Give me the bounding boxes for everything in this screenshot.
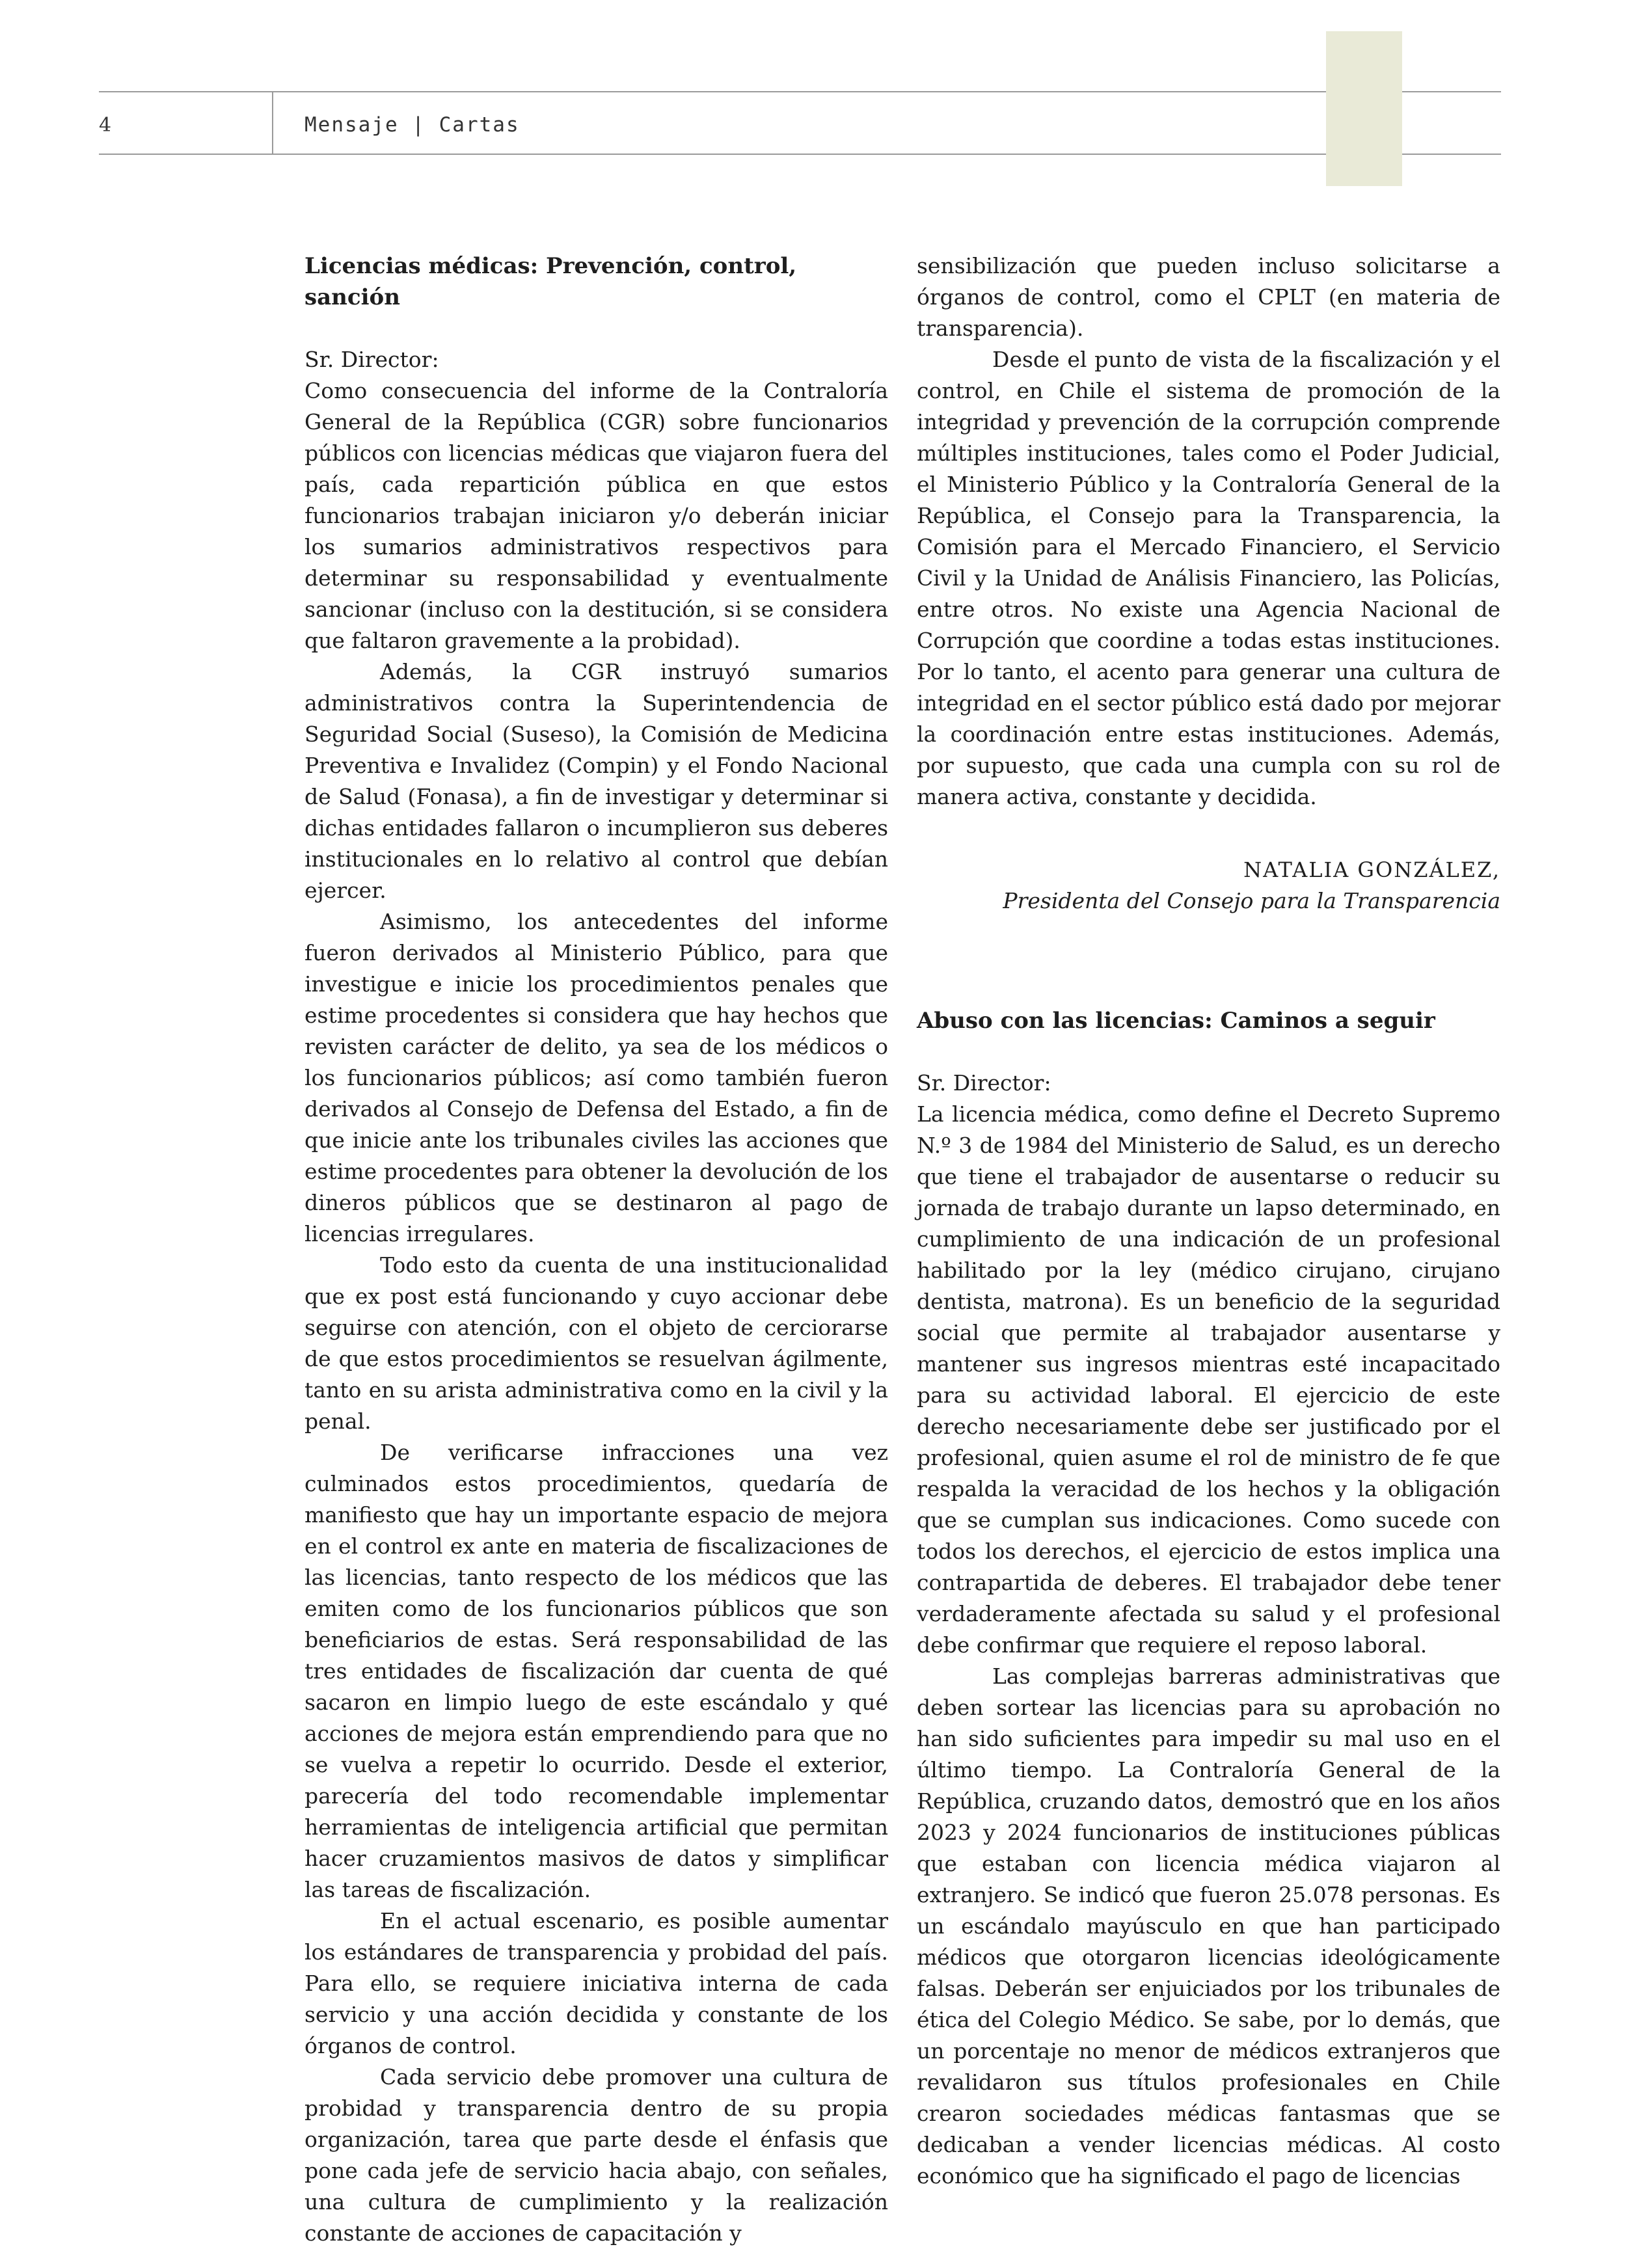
letter1-paragraph: Además, la CGR instruyó sumarios administrativos contra la Superintendencia de Seguridad Social (Suseso), la Comisión de Medicina Preventiva e Invalidez (Compin) y el Fondo Nacional de Salud (Fonasa), a fin de investigar y determinar si dichas entidades fallaron o incumplieron sus deberes institucionales en lo relativo al control que debían ejercer. <box>305 659 888 903</box>
letter1-paragraph: De verificarse infracciones una vez culminados estos procedimientos, quedaría de manifiesto que hay un importante espacio de mejora en el control ex ante en materia de fiscalizaciones de las licencias, tanto respecto de los médicos que las emiten como de los funcionarios públicos que son beneficiarios de estas. Será responsabilidad de las tres entidades de fiscalización dar cuenta de qué sacaron en limpio luego de este escándalo y qué acciones de mejora están emprendiendo para que no se vuelva a repetir lo ocurrido. Desde el exterior, parecería del todo recomendable implementar herramientas de inteligencia artificial que permitan hacer cruzamientos masivos de datos y simplificar las tareas de fiscalización. <box>305 1440 888 1902</box>
column-left <box>305 250 888 2249</box>
letter2-paragraph: La licencia médica, como define el Decreto Supremo N.º 3 de 1984 del Ministerio de Salud, es un derecho que tiene el trabajador de ausentarse o reducir su jornada de trabajo durante un lapso determinado, en cumplimiento de una indicación de un profesional habilitado por la ley (médico cirujano, cirujano dentista, matrona). Es un beneficio de la seguridad social que permite al trabajador ausentarse y mantener sus ingresos mientras esté incapacitado para su actividad laboral. El ejercicio de este derecho necesariamente debe ser justificado por el profesional, quien asume el rol de ministro de fe que respalda la veracidad de los hechos y la obligación que se cumplan sus indicaciones. Como sucede con todos los derechos, el ejercicio de estos implica una contrapartida de deberes. El trabajador debe tener verdaderamente afectada su salud y el profesional debe confirmar que requiere el reposo laboral. <box>917 1101 1500 1658</box>
header-top-rule <box>99 91 1501 92</box>
letter2-salutation: Sr. Director: <box>917 1070 1051 1096</box>
signature-name: NATALIA GONZÁLEZ, <box>1243 857 1500 882</box>
letter1-signature <box>917 854 1500 917</box>
letter1-paragraph: Todo esto da cuenta de una institucionalidad que ex post está funcionando y cuyo accionar debe seguirse con atención, con el objeto de cerciorarse de que estos procedimientos se resuelvan ágilmente, tanto en su arista administrativa como en la civil y la penal. <box>305 1252 888 1434</box>
letter1-salutation: Sr. Director: <box>305 347 439 372</box>
letter2-title: Abuso con las licencias: Caminos a seguir <box>917 1008 1435 1034</box>
letter1-paragraph: Como consecuencia del informe de la Contraloría General de la República (CGR) sobre funcionarios públicos con licencias médicas que viajaron fuera del país, cada repartición pública en que estos funcionarios trabajan iniciaron y/o deberán iniciar los sumarios administrativos respectivos para determinar su responsabilidad y eventualmente sancionar (incluso con la destitución, si se considera que faltaron gravemente a la probidad). <box>305 378 888 653</box>
letter1-paragraph: Cada servicio debe promover una cultura de probidad y transparencia dentro de su propia organización, tarea que parte desde el énfasis que pone cada jefe de servicio hacia abajo, con señales, una cultura de cumplimiento y la realización constante de acciones de capacitación y <box>305 2064 888 2246</box>
page-number: 4 <box>99 114 112 137</box>
page-tab-marker <box>1326 31 1402 186</box>
signature-role: Presidenta del Consejo para la Transparencia <box>1003 888 1500 913</box>
letter1-continuation: sensibilización que pueden incluso solicitarse a órganos de control, como el CPLT (en materia de transparencia). <box>917 253 1500 341</box>
header-divider <box>272 91 273 155</box>
section-title: Mensaje | Cartas <box>305 113 520 137</box>
letter1-continuation: Desde el punto de vista de la fiscalización y el control, en Chile el sistema de promoción de la integridad y prevención de la corrupción comprende múltiples instituciones, tales como el Poder Judicial, el Ministerio Público y la Contraloría General de la República, el Consejo para la Transparencia, la Comisión para el Mercado Financiero, el Servicio Civil y la Unidad de Análisis Financiero, las Policías, entre otros. No existe una Agencia Nacional de Corrupción que coordine a todas estas instituciones. Por lo tanto, el acento para generar una cultura de integridad en el sector público está dado por mejorar la coordinación entre estas instituciones. Además, por supuesto, que cada una cumpla con su rol de manera activa, constante y decidida. <box>917 347 1500 809</box>
letter1-title: Licencias médicas: Prevención, control, sanción <box>305 253 797 310</box>
letter2-paragraph: Las complejas barreras administrativas que deben sortear las licencias para su aprobación no han sido suficientes para impedir su mal uso en el último tiempo. La Contraloría General de la República, cruzando datos, demostró que en los años 2023 y 2024 funcionarios de instituciones públicas que estaban con licencia médica viajaron al extranjero. Se indicó que fueron 25.078 personas. Es un escándalo mayúsculo en que han participado médicos que otorgaron licencias ideológicamente falsas. Deberán ser enjuiciados por los tribunales de ética del Colegio Médico. Se sabe, por lo demás, que un porcentaje no menor de médicos extranjeros que revalidaron sus títulos profesionales en Chile crearon sociedades médicas fantasmas que se dedicaban a vender licencias médicas. Al costo económico que ha significado el pago de licencias <box>917 1663 1500 2188</box>
letter1-paragraph: En el actual escenario, es posible aumentar los estándares de transparencia y probidad del país. Para ello, se requiere iniciativa interna de cada servicio y una acción decidida y constante de los órganos de control. <box>305 1908 888 2058</box>
header-bottom-rule <box>99 154 1501 155</box>
column-right <box>917 250 1500 2192</box>
letter1-paragraph: Asimismo, los antecedentes del informe fueron derivados al Ministerio Público, para que investigue e inicie los procedimientos penales que estime procedentes si considera que hay hechos que revisten carácter de delito, ya sea de los médicos o los funcionarios públicos; así como también fueron derivados al Consejo de Defensa del Estado, a fin de que inicie ante los tribunales civiles las acciones que estime procedentes para obtener la devolución de los dineros públicos que se destinaron al pago de licencias irregulares. <box>305 909 888 1246</box>
